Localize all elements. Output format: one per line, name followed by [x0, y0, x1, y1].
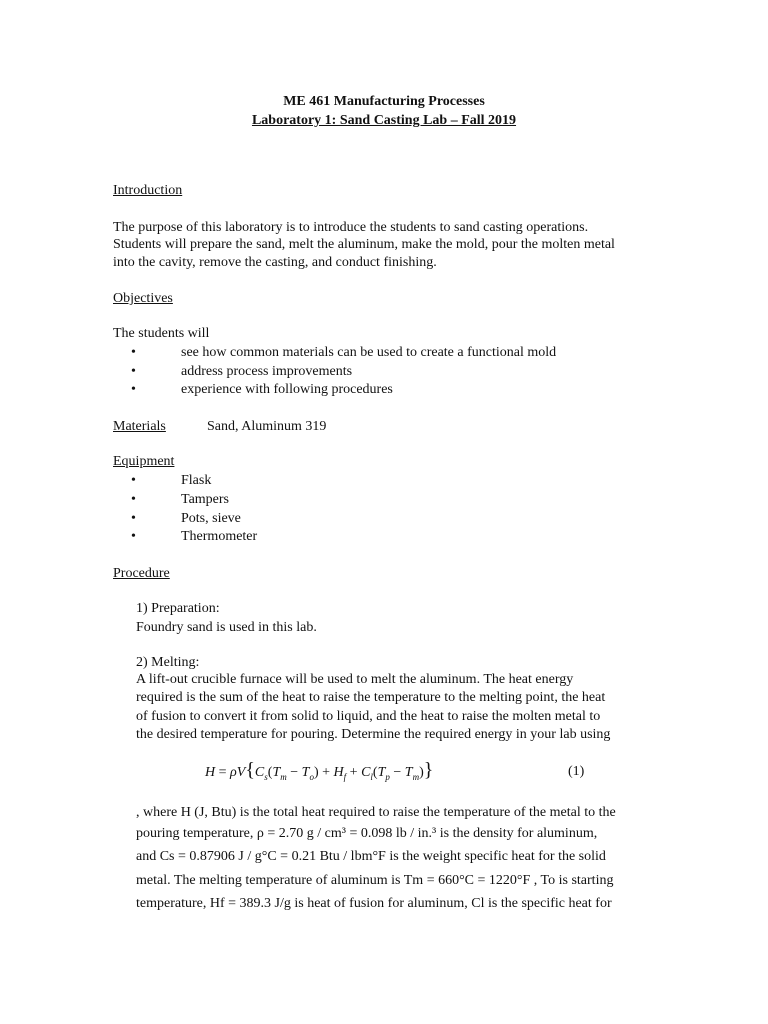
bullet-icon: • [131, 492, 136, 507]
equipment-item: Flask [181, 473, 212, 488]
objectives-heading: Objectives [113, 291, 173, 306]
procedure-heading: Procedure [113, 566, 170, 581]
objectives-intro: The students will [113, 326, 210, 341]
introduction-heading: Introduction [113, 183, 183, 198]
explanation-line: temperature, Hf = 389.3 J/g is heat of fusion for aluminum, Cl is the specific heat for [136, 896, 612, 911]
document-subtitle: Laboratory 1: Sand Casting Lab – Fall 2019 [251, 113, 517, 128]
step-title: 2) Melting: [136, 655, 200, 670]
bullet-icon: • [131, 382, 136, 397]
explanation-line: pouring temperature, ρ = 2.70 g / cm³ = 0.098 lb / in.³ is the density for aluminum, [136, 826, 598, 841]
explanation-line: metal. The melting temperature of aluminum is Tm = 660°C = 1220°F , To is starting [136, 873, 614, 888]
objective-item: see how common materials can be used to create a functional mold [181, 345, 557, 360]
introduction-line: Students will prepare the sand, melt the aluminum, make the mold, pour the molten metal [113, 237, 615, 252]
objective-item: address process improvements [181, 364, 353, 379]
step-title: 1) Preparation: [136, 601, 220, 616]
step-text-line: of fusion to convert it from solid to liquid, and the heat to raise the molten metal to [136, 709, 601, 724]
explanation-line: , where H (J, Btu) is the total heat required to raise the temperature of the metal to the [136, 805, 616, 820]
bullet-icon: • [131, 364, 136, 379]
bullet-icon: • [131, 529, 136, 544]
equipment-item: Thermometer [181, 529, 258, 544]
bullet-icon: • [131, 345, 136, 360]
equation-number: (1) [568, 764, 585, 779]
introduction-line: The purpose of this laboratory is to introduce the students to sand casting operations. [113, 220, 589, 235]
equipment-item: Tampers [181, 492, 230, 507]
step-text-line: required is the sum of the heat to raise the temperature to the melting point, the heat [136, 690, 606, 705]
introduction-line: into the cavity, remove the casting, and conduct finishing. [113, 255, 437, 270]
explanation-line: and Cs = 0.87906 J / g°C = 0.21 Btu / lbm°F is the weight specific heat for the solid [136, 849, 606, 864]
step-text-line: the desired temperature for pouring. Determine the required energy in your lab using [136, 727, 611, 742]
step-text-line: A lift-out crucible furnace will be used to melt the aluminum. The heat energy [136, 672, 574, 687]
document-title: ME 461 Manufacturing Processes [283, 94, 485, 109]
equipment-item: Pots, sieve [181, 511, 241, 526]
objective-item: experience with following procedures [181, 382, 393, 397]
materials-value: Sand, Aluminum 319 [207, 419, 327, 434]
equipment-heading: Equipment [113, 454, 175, 469]
materials-heading: Materials [113, 419, 166, 434]
step-text: Foundry sand is used in this lab. [136, 620, 317, 635]
bullet-icon: • [131, 473, 136, 488]
energy-equation: $H = \rho V\{C_s(T_m - T_o) + H_f + C_l(T_p - T_m)\}$ [205, 759, 434, 782]
bullet-icon: • [131, 511, 136, 526]
